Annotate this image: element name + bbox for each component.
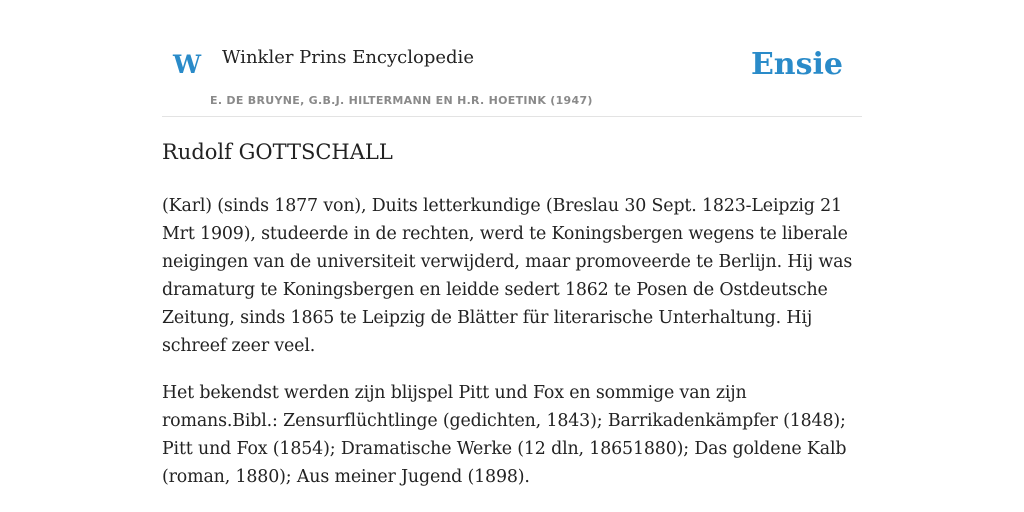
article-title: Rudolf GOTTSCHALL <box>162 140 393 164</box>
encyclopedia-authors: E. DE BRUYNE, G.B.J. HILTERMANN EN H.R. HOETINK (1947) <box>210 94 593 107</box>
ensie-brand-link[interactable]: Ensie <box>750 47 843 82</box>
winkler-prins-logo-icon[interactable]: W <box>173 50 202 79</box>
article-body <box>162 192 862 510</box>
article-paragraph: (Karl) (sinds 1877 von), Duits letterkundige (Breslau 30 Sept. 1823-Leipzig 21 Mrt 1909), studeerde in de rechten, werd te Koningsbergen wegens te liberale neigingen van de universiteit verwijderd, maar promoveerde te Berlijn. Hij was dramaturg te Koningsbergen en leidde sedert 1862 te Posen de Ostdeutsche Zeitung, sinds 1865 te Leipzig de Blätter für literarische Unterhaltung. Hij schreef zeer veel. <box>162 196 853 356</box>
article-paragraph: Het bekendst werden zijn blijspel Pitt und Fox en sommige van zijn romans.Bibl.: Zensurflüchtlinge (gedichten, 1843); Barrikadenkämpfer (1848); Pitt und Fox (1854); Dramatische Werke (12 dln, 18651880); Das goldene Kalb (roman, 1880); Aus meiner Jugend (1898). <box>162 383 847 487</box>
encyclopedia-header <box>162 30 862 117</box>
encyclopedia-title[interactable]: Winkler Prins Encyclopedie <box>222 47 474 68</box>
